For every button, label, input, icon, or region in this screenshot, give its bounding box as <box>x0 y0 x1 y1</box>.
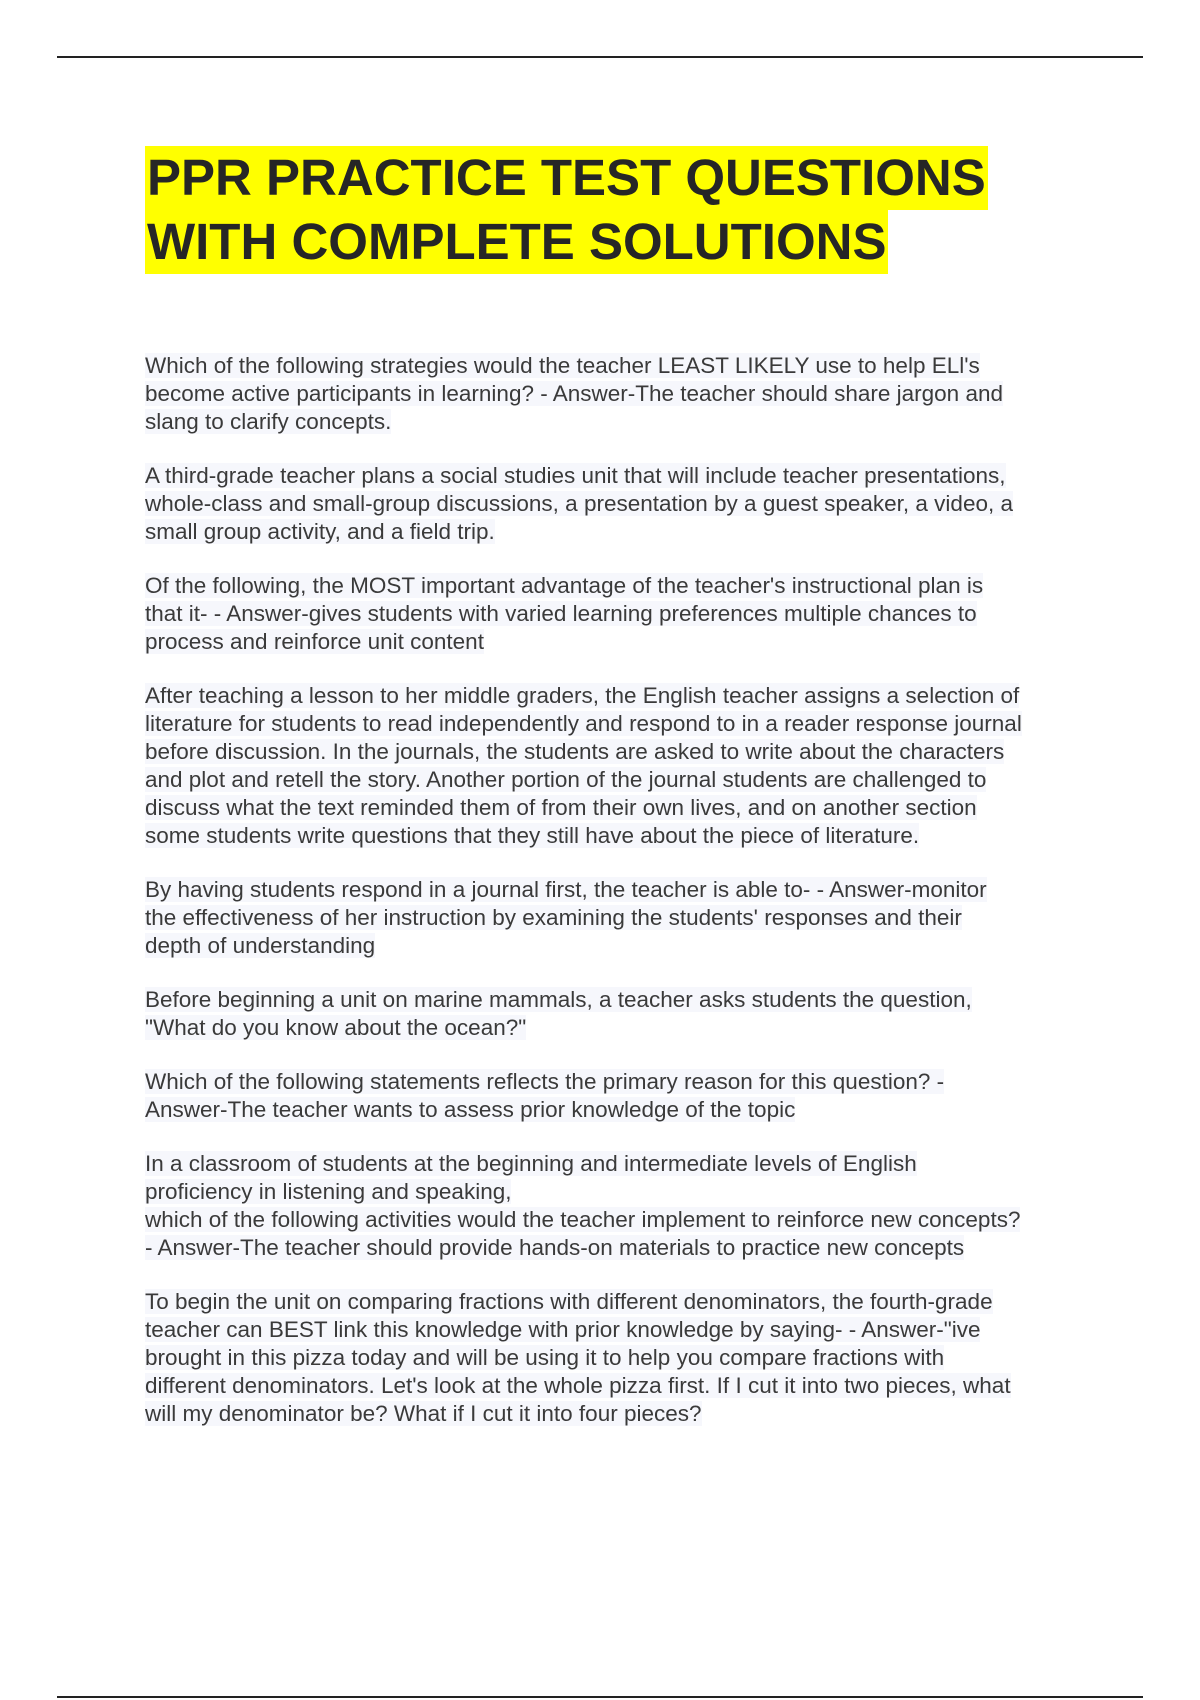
text-line <box>145 600 1095 628</box>
text-line <box>145 518 1095 546</box>
text-line <box>145 1288 1095 1316</box>
title-line-1: PPR PRACTICE TEST QUESTIONS <box>145 146 988 210</box>
text-line-content: whole-class and small-group discussions, a presentation by a guest speaker, a video, a <box>145 491 1013 516</box>
qa-paragraph <box>145 352 1095 436</box>
text-line <box>145 986 1095 1014</box>
text-line-content: After teaching a lesson to her middle graders, the English teacher assigns a selection of <box>145 683 1020 708</box>
text-line-content: In a classroom of students at the beginning and intermediate levels of English <box>145 1151 917 1176</box>
text-line <box>145 1096 1095 1124</box>
text-line <box>145 1150 1095 1178</box>
text-line <box>145 490 1095 518</box>
text-line <box>145 380 1095 408</box>
qa-paragraph <box>145 462 1095 546</box>
qa-paragraph <box>145 682 1095 850</box>
text-line-content: Which of the following statements reflects the primary reason for this question? - <box>145 1069 945 1094</box>
text-line-content: the effectiveness of her instruction by examining the students' responses and their <box>145 905 962 930</box>
text-line-content: become active participants in learning? - Answer-The teacher should share jargon and <box>145 381 1003 406</box>
text-line <box>145 1400 1095 1428</box>
text-line-content: Which of the following strategies would the teacher LEAST LIKELY use to help ELl's <box>145 353 980 378</box>
document-body <box>145 352 1095 1454</box>
text-line <box>145 1344 1095 1372</box>
text-line-content: and plot and retell the story. Another portion of the journal students are challenged to <box>145 767 987 792</box>
text-line-content: discuss what the text reminded them of from their own lives, and on another section <box>145 795 977 820</box>
text-line <box>145 904 1095 932</box>
text-line <box>145 1068 1095 1096</box>
text-line-content: By having students respond in a journal first, the teacher is able to- - Answer-monitor <box>145 877 987 902</box>
text-line <box>145 628 1095 656</box>
text-line <box>145 1178 1095 1206</box>
text-line <box>145 932 1095 960</box>
text-line-content: process and reinforce unit content <box>145 629 484 654</box>
text-line-content: To begin the unit on comparing fractions with different denominators, the fourth-grade <box>145 1289 993 1314</box>
text-line-content: Of the following, the MOST important advantage of the teacher's instructional plan is <box>145 573 984 598</box>
text-line <box>145 1372 1095 1400</box>
text-line-content: "What do you know about the ocean?" <box>145 1015 527 1040</box>
text-line-content: brought in this pizza today and will be using it to help you compare fractions with <box>145 1345 945 1370</box>
text-line <box>145 710 1095 738</box>
text-line <box>145 1014 1095 1042</box>
text-line <box>145 1206 1095 1234</box>
text-line <box>145 352 1095 380</box>
text-line <box>145 572 1095 600</box>
text-line-content: will my denominator be? What if I cut it into four pieces? <box>145 1401 702 1426</box>
text-line <box>145 682 1095 710</box>
text-line <box>145 408 1095 436</box>
text-line-content: some students write questions that they still have about the piece of literature. <box>145 823 920 848</box>
text-line-content: A third-grade teacher plans a social studies unit that will include teacher presentations, <box>145 463 1006 488</box>
text-line <box>145 1234 1095 1262</box>
text-line <box>145 794 1095 822</box>
bottom-rule <box>57 1696 1143 1698</box>
text-line-content: different denominators. Let's look at the whole pizza first. If I cut it into two pieces, what <box>145 1373 1011 1398</box>
title-line-2: WITH COMPLETE SOLUTIONS <box>145 210 888 274</box>
text-line-content: Answer-The teacher wants to assess prior knowledge of the topic <box>145 1097 796 1122</box>
text-line-content: which of the following activities would the teacher implement to reinforce new concepts? <box>145 1207 1021 1232</box>
text-line <box>145 738 1095 766</box>
text-line <box>145 822 1095 850</box>
text-line <box>145 766 1095 794</box>
document-title <box>145 146 1145 274</box>
text-line <box>145 462 1095 490</box>
qa-paragraph <box>145 1068 1095 1124</box>
text-line-content: before discussion. In the journals, the students are asked to write about the characters <box>145 739 1005 764</box>
text-line-content: depth of understanding <box>145 933 376 958</box>
text-line <box>145 876 1095 904</box>
text-line-content: small group activity, and a field trip. <box>145 519 495 544</box>
text-line-content: teacher can BEST link this knowledge with prior knowledge by saying- - Answer-"ive <box>145 1317 981 1342</box>
qa-paragraph <box>145 572 1095 656</box>
text-line-content: Before beginning a unit on marine mammals, a teacher asks students the question, <box>145 987 972 1012</box>
qa-paragraph <box>145 876 1095 960</box>
qa-paragraph <box>145 986 1095 1042</box>
text-line <box>145 1316 1095 1344</box>
qa-paragraph <box>145 1150 1095 1262</box>
top-rule <box>57 56 1143 58</box>
text-line-content: literature for students to read independently and respond to in a reader response journal <box>145 711 1022 736</box>
text-line-content: slang to clarify concepts. <box>145 409 392 434</box>
qa-paragraph <box>145 1288 1095 1428</box>
text-line-content: that it- - Answer-gives students with varied learning preferences multiple chances to <box>145 601 977 626</box>
text-line-content: - Answer-The teacher should provide hands-on materials to practice new concepts <box>145 1235 965 1260</box>
text-line-content: proficiency in listening and speaking, <box>145 1179 512 1204</box>
